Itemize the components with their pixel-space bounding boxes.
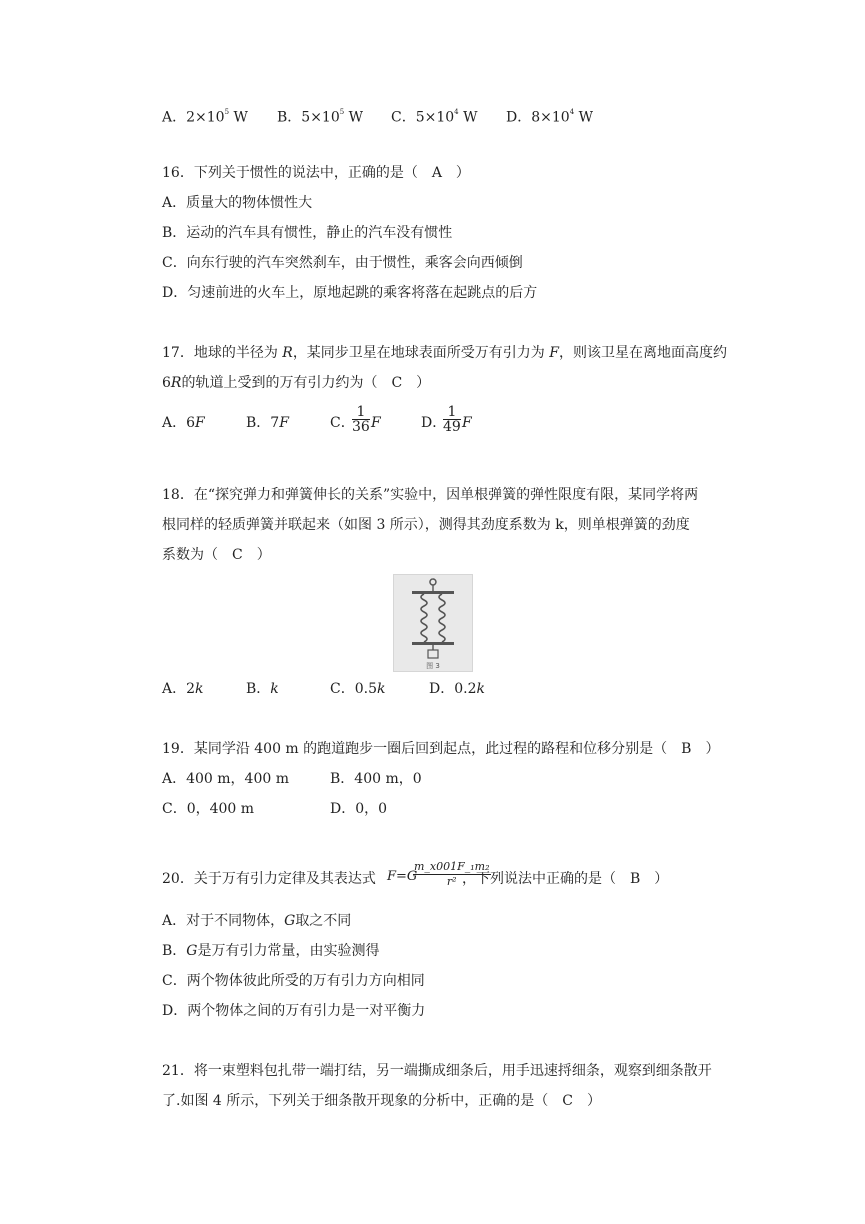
q17-option-b: B．7F: [246, 415, 289, 431]
q19-stem: 19．某同学沿 400 m 的跑道跑步一圈后回到起点，此过程的路程和位移分别是（ B ）: [162, 741, 720, 757]
q15-option-b: B．$5\times 10^5$ W: [277, 108, 364, 126]
q20-option-b: B．G是万有引力常量，由实验测得: [162, 943, 380, 959]
q17-option-c-var: F: [371, 415, 381, 431]
q20-stem-suffix: ，下列说法中正确的是（ B ）: [462, 871, 669, 887]
q16-option-b: B．运动的汽车具有惯性，静止的汽车没有惯性: [162, 225, 453, 241]
q16-option-c: C．向东行驶的汽车突然刹车，由于惯性，乘客会向西倾倒: [162, 255, 523, 271]
q20-formula-fraction: $\frac{\text{m\_x001F\_₁m₂}}{\text{r²}}$: [414, 860, 490, 888]
q21-stem-line2: 了.如图 4 所示，下列关于细条散开现象的分析中，正确的是（ C ）: [162, 1093, 601, 1109]
q20-option-a: A．对于不同物体，G取之不同: [162, 913, 352, 929]
q18-option-a: A．2k: [162, 681, 204, 697]
q18-option-b: B．k: [246, 681, 279, 697]
q17-stem-line2: 6R的轨道上受到的万有引力约为（ C ）: [162, 375, 431, 391]
parallel-springs-diagram: [394, 575, 472, 671]
q17-option-c-fraction: $\frac{1}{36}$: [352, 404, 370, 435]
q19-option-c: C．0，400 m: [162, 801, 255, 817]
spring-figure: [393, 574, 473, 672]
q16-option-d: D．匀速前进的火车上，原地起跳的乘客将落在起跳点的后方: [162, 285, 538, 301]
q19-option-b: B．400 m，0: [330, 771, 422, 787]
q15-option-c: C．$5\times 10^4$ W: [391, 108, 478, 126]
q20-option-d: D．两个物体之间的万有引力是一对平衡力: [162, 1003, 426, 1019]
q20-option-c: C．两个物体彼此所受的万有引力方向相同: [162, 973, 425, 989]
q17-option-d: D．: [421, 415, 447, 431]
q18-option-c: C．0.5k: [330, 681, 386, 697]
q15-option-a: A．$2\times 10^5$ W: [162, 108, 248, 126]
q15-option-d: D．$8\times 10^4$ W: [506, 108, 593, 126]
q18-stem-line2: 根同样的轻质弹簧并联起来（如图 3 所示），测得其劲度系数为 k，则单根弹簧的劲度: [162, 517, 690, 533]
q20-formula-lhs: F=G: [387, 869, 418, 884]
q20-stem-prefix: 20．关于万有引力定律及其表达式: [162, 871, 376, 887]
q21-stem-line1: 21．将一束塑料包扎带一端打结，另一端撕成细条后，用手迅速捋细条，观察到细条散开: [162, 1063, 712, 1079]
q19-option-d: D．0，0: [330, 801, 388, 817]
q18-stem-line1: 18．在“探究弹力和弹簧伸长的关系”实验中，因单根弹簧的弹性限度有限，某同学将两: [162, 487, 699, 503]
figure-caption: 图 3: [426, 662, 440, 670]
q18-stem-line3: 系数为（ C ）: [162, 547, 271, 563]
q17-option-a: A．6F: [162, 415, 205, 431]
q16-option-a: A．质量大的物体惯性大: [162, 195, 313, 211]
q17-option-d-fraction: $\frac{1}{49}$: [443, 404, 461, 435]
q17-stem-line1: 17．地球的半径为 R，某同步卫星在地球表面所受万有引力为 F，则该卫星在离地面高度约: [162, 345, 727, 361]
q16-stem: 16．下列关于惯性的说法中，正确的是（ A ）: [162, 165, 470, 181]
q17-option-d-var: F: [462, 415, 472, 431]
q17-option-c: C．: [330, 415, 355, 431]
q19-option-a: A．400 m，400 m: [162, 771, 290, 787]
q18-option-d: D．0.2k: [429, 681, 485, 697]
